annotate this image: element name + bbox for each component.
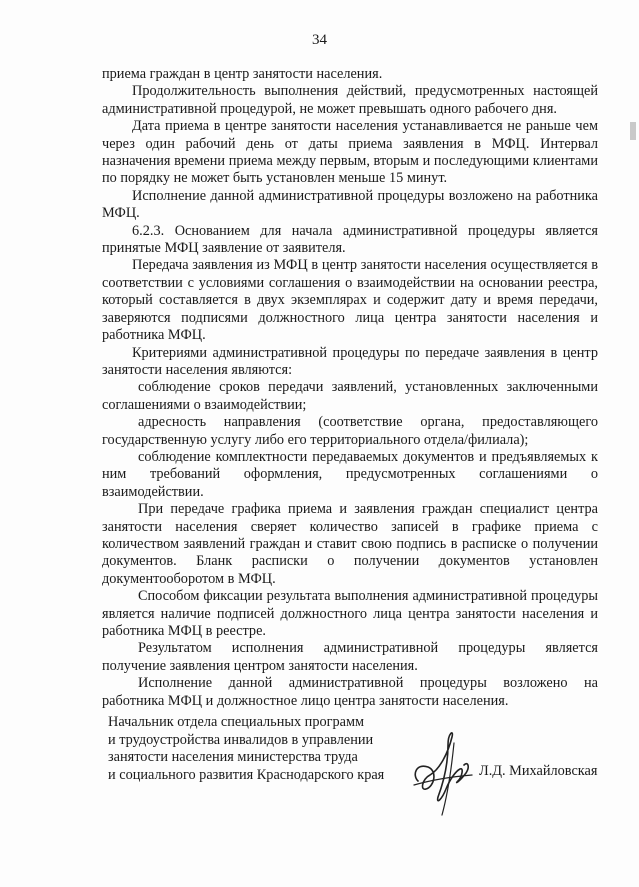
- paragraph: Критериями административной процедуры по передаче заявления в центр занятости населения являются:: [102, 344, 598, 378]
- paragraph: При передаче графика приема и заявления граждан специалист центра занятости населения сверяет количество записей в графике приема с количеством заявлений граждан и ставит свою подпись в расписке о получении документов. Бланк расписки о получении документов установлен документооборотом в МФЦ.: [102, 501, 598, 587]
- signer-position-line: и социального развития Краснодарского края: [108, 766, 385, 783]
- signer-name: Л.Д. Михайловская: [479, 763, 598, 779]
- paragraph: Исполнение данной административной процедуры возложено на работника МФЦ и должностное лицо центра занятости населения.: [102, 675, 598, 709]
- signer-position-line: и трудоустройства инвалидов в управлении: [108, 731, 374, 748]
- signer-position: [108, 714, 398, 784]
- handwritten-signature: [408, 723, 480, 823]
- section-paragraph: 6.2.3. Основанием для начала административной процедуры является принятые МФЦ заявление от заявителя.: [102, 222, 598, 257]
- page-number: 34: [312, 32, 327, 48]
- criteria-list-item: адресность направления (соответствие органа, предоставляющего государственную услугу либо его территориального отдела/филиала);: [102, 414, 598, 448]
- signer-position-line: Начальник отдела специальных программ: [108, 714, 365, 730]
- paragraph: Способом фиксации результата выполнения административной процедуры является наличие подписей должностного лица центра занятости населения и работника МФЦ в реестре.: [102, 588, 598, 639]
- paragraph: приема граждан в центр занятости населения.: [102, 66, 383, 82]
- paragraph: Дата приема в центре занятости населения устанавливается не раньше чем через один рабочий день от даты приема заявления в МФЦ. Интервал назначения времени приема между первым, вторым и последующими клиентами по порядку не может быть установлен меньше 15 минут.: [102, 118, 598, 187]
- scan-edge-mark: [630, 122, 636, 140]
- paragraph: Результатом исполнения административной процедуры является получение заявления центром занятости населения.: [102, 640, 598, 674]
- paragraph: Передача заявления из МФЦ в центр занятости населения осуществляется в соответствии с условиями соглашения о взаимодействии на основании реестра, который составляется в двух экземплярах и содержит дату и время передачи, заверяются подписями должностного лица центра занятости населения и работника МФЦ.: [102, 257, 598, 344]
- paragraph: Исполнение данной административной процедуры возложено на работника МФЦ.: [102, 187, 598, 222]
- criteria-list-item: соблюдение комплектности передаваемых документов и предъявляемых к ним требований оформления, предусмотренных соглашениями о взаимодействии.: [102, 448, 598, 500]
- criteria-list-item: соблюдение сроков передачи заявлений, установленных заключенными соглашениями о взаимодействии;: [102, 379, 598, 413]
- paragraph: Продолжительность выполнения действий, предусмотренных настоящей административной процедурой, не может превышать одного рабочего дня.: [102, 83, 598, 117]
- body-text: [102, 66, 598, 710]
- signer-position-line: занятости населения министерства труда: [108, 749, 358, 765]
